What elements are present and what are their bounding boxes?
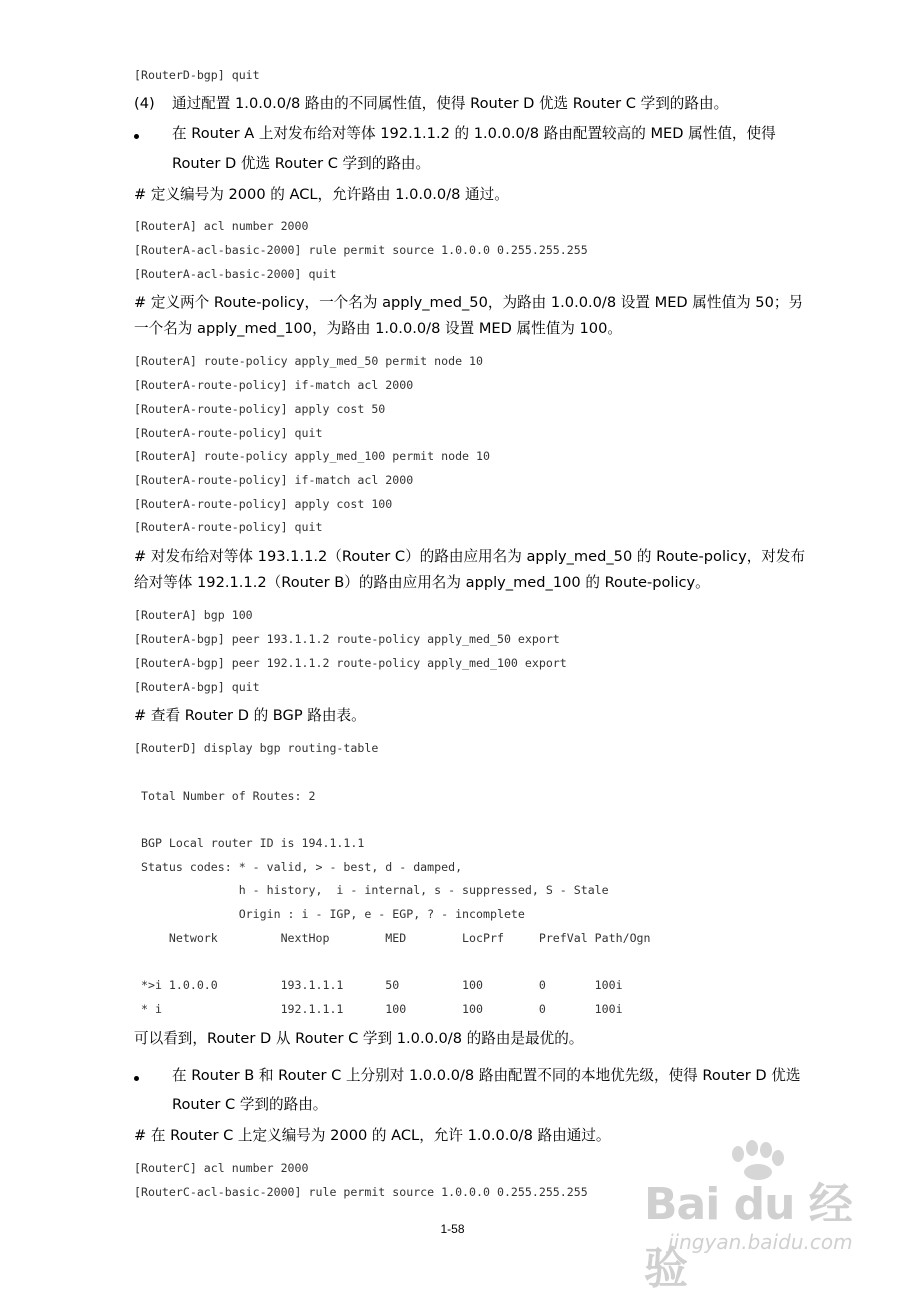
- code-line: [RouterA] route-policy apply_med_100 permit node 10: [134, 449, 490, 463]
- bullet-text: 在 Router A 上对发布给对等体 192.1.1.2 的 1.0.0.0/8 路由配置较高的 MED 属性值，使得: [172, 125, 776, 142]
- watermark-logo-text: Bai du 经验: [644, 1179, 852, 1294]
- watermark-url: jingyan.baidu.com: [668, 1230, 853, 1254]
- code-line: [RouterA-acl-basic-2000] quit: [134, 267, 337, 281]
- code-line: [RouterA-route-policy] quit: [134, 520, 323, 534]
- comment-line-cont: 给对等体 192.1.1.2（Router B）的路由应用名为 apply_med_100 的 Route-policy。: [134, 574, 710, 591]
- code-line: [RouterA] bgp 100: [134, 608, 253, 622]
- code-line: [RouterA-bgp] peer 192.1.1.2 route-policy apply_med_100 export: [134, 656, 567, 670]
- bullet-text-cont: Router C 学到的路由。: [172, 1096, 328, 1113]
- table-row: *>i 1.0.0.0 193.1.1.1 50 100 0 100i: [134, 978, 623, 992]
- comment-line: # 对发布给对等体 193.1.1.2（Router C）的路由应用名为 apply_med_50 的 Route-policy，对发布: [134, 548, 806, 565]
- code-line: [RouterA-bgp] quit: [134, 680, 260, 694]
- code-line: [RouterC] acl number 2000: [134, 1161, 309, 1175]
- code-line: Status codes: * - valid, > - best, d - damped,: [134, 860, 463, 874]
- code-line: Origin : i - IGP, e - EGP, ? - incomplete: [134, 907, 525, 921]
- code-line: [RouterD] display bgp routing-table: [134, 741, 379, 755]
- code-line: [RouterD-bgp] quit: [134, 68, 260, 82]
- code-line: [RouterC-acl-basic-2000] rule permit source 1.0.0.0 0.255.255.255: [134, 1185, 588, 1199]
- code-line: [RouterA-route-policy] apply cost 100: [134, 497, 393, 511]
- code-line: [RouterA-route-policy] if-match acl 2000: [134, 473, 414, 487]
- code-line: Total Number of Routes: 2: [134, 789, 316, 803]
- code-line: [RouterA-bgp] peer 193.1.1.2 route-policy apply_med_50 export: [134, 632, 560, 646]
- comment-line: # 在 Router C 上定义编号为 2000 的 ACL，允许 1.0.0.0/8 路由通过。: [134, 1127, 611, 1144]
- code-line: [RouterA-acl-basic-2000] rule permit source 1.0.0.0 0.255.255.255: [134, 243, 588, 257]
- code-line: [RouterA] acl number 2000: [134, 219, 309, 233]
- comment-line: # 定义两个 Route-policy，一个名为 apply_med_50，为路由 1.0.0.0/8 设置 MED 属性值为 50；另: [134, 294, 804, 311]
- baidu-watermark: [640, 1140, 880, 1294]
- code-line: [RouterA-route-policy] if-match acl 2000: [134, 378, 414, 392]
- code-line: [RouterA-route-policy] apply cost 50: [134, 402, 386, 416]
- step-number: (4): [134, 95, 155, 112]
- bullet-text: 在 Router B 和 Router C 上分别对 1.0.0.0/8 路由配置不同的本地优先级，使得 Router D 优选: [172, 1067, 801, 1084]
- code-line: BGP Local router ID is 194.1.1.1: [134, 836, 365, 850]
- table-row: * i 192.1.1.1 100 100 0 100i: [134, 1002, 623, 1016]
- bullet-icon: [134, 1076, 139, 1081]
- code-line: h - history, i - internal, s - suppressed, S - Stale: [134, 883, 609, 897]
- table-header-line: Network NextHop MED LocPrf PrefVal Path/Ogn: [134, 931, 651, 945]
- page-number: 1-58: [440, 1222, 465, 1236]
- code-line: [RouterA-route-policy] quit: [134, 426, 323, 440]
- step-heading: 通过配置 1.0.0.0/8 路由的不同属性值，使得 Router D 优选 Router C 学到的路由。: [172, 95, 729, 112]
- result-text: 可以看到，Router D 从 Router C 学到 1.0.0.0/8 的路由是最优的。: [134, 1030, 584, 1047]
- comment-line: # 查看 Router D 的 BGP 路由表。: [134, 707, 366, 724]
- bullet-icon: [134, 134, 139, 139]
- bullet-text-cont: Router D 优选 Router C 学到的路由。: [172, 155, 431, 172]
- comment-line: # 定义编号为 2000 的 ACL，允许路由 1.0.0.0/8 通过。: [134, 186, 509, 203]
- code-line: [RouterA] route-policy apply_med_50 permit node 10: [134, 354, 484, 368]
- comment-line-cont: 一个名为 apply_med_100，为路由 1.0.0.0/8 设置 MED 属性值为 100。: [134, 320, 622, 337]
